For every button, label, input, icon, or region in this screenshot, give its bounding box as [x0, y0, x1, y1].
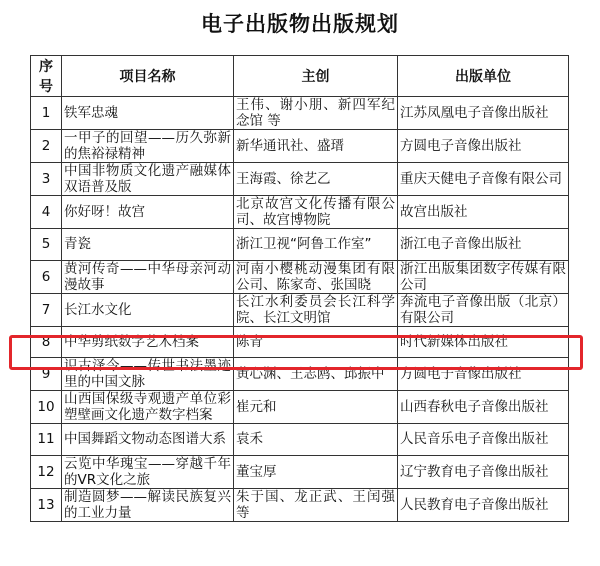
- row-project: 长江水文化: [62, 293, 234, 326]
- table-row: [31, 424, 569, 456]
- row-project: 铁军忠魂: [62, 97, 234, 130]
- page-title: 电子出版物出版规划: [201, 11, 399, 36]
- row-creator: 王伟、谢小朋、新四军纪念馆 等: [234, 97, 398, 130]
- row-no: 13: [31, 488, 62, 521]
- table-row: [31, 196, 569, 229]
- table-row: [31, 97, 569, 130]
- row-publisher: 人民教育电子音像出版社: [398, 488, 569, 521]
- row-no: 3: [31, 163, 62, 196]
- row-project: 识古泽今——传世书法墨迹里的中国文脉: [62, 358, 234, 391]
- row-publisher: 方圆电子音像出版社: [398, 358, 569, 391]
- table-row: [31, 391, 569, 424]
- header-project: 项目名称: [62, 56, 234, 97]
- row-no: 11: [31, 424, 62, 456]
- row-project: 你好呀！故宫: [62, 196, 234, 229]
- row-no: 7: [31, 293, 62, 326]
- row-project: 中国非物质文化遗产融媒体双语普及版: [62, 163, 234, 196]
- row-no: 4: [31, 196, 62, 229]
- row-publisher: 重庆天健电子音像有限公司: [398, 163, 569, 196]
- row-no: 1: [31, 97, 62, 130]
- row-project: 黄河传奇——中华母亲河动漫故事: [62, 260, 234, 293]
- row-project: 山西国保级寺观遗产单位彩塑壁画文化遗产数字档案: [62, 391, 234, 424]
- publication-plan-table: [30, 55, 569, 522]
- row-project: 一甲子的回望——历久弥新的焦裕禄精神: [62, 130, 234, 163]
- table-row: [31, 455, 569, 488]
- row-no: 6: [31, 260, 62, 293]
- row-creator: 新华通讯社、盛瑨: [234, 130, 398, 163]
- row-project: 青瓷: [62, 229, 234, 261]
- row-no: 8: [31, 326, 62, 358]
- table-row: [31, 488, 569, 521]
- row-creator: 黄心渊、王志鸥、邱振中: [234, 358, 398, 391]
- row-publisher: 浙江电子音像出版社: [398, 229, 569, 261]
- table-row: [31, 229, 569, 261]
- row-publisher: 奔流电子音像出版（北京）有限公司: [398, 293, 569, 326]
- header-no: 序号: [31, 56, 62, 97]
- header-publisher: 出版单位: [398, 56, 569, 97]
- table-row: [31, 293, 569, 326]
- row-creator: 朱于国、龙正武、王闰强等: [234, 488, 398, 521]
- row-creator: 河南小樱桃动漫集团有限公司、陈家奇、张国晓: [234, 260, 398, 293]
- table-row: [31, 130, 569, 163]
- row-publisher: 方圆电子音像出版社: [398, 130, 569, 163]
- row-publisher: 故宫出版社: [398, 196, 569, 229]
- row-creator: 崔元和: [234, 391, 398, 424]
- row-no: 12: [31, 455, 62, 488]
- row-8-highlight-box: [9, 335, 583, 370]
- row-project: 中华剪纸数字艺术档案: [62, 326, 234, 358]
- row-publisher: 山西春秋电子音像出版社: [398, 391, 569, 424]
- row-publisher: 辽宁教育电子音像出版社: [398, 455, 569, 488]
- row-project: 制造圆梦——解读民族复兴的工业力量: [62, 488, 234, 521]
- row-no: 5: [31, 229, 62, 261]
- row-creator: 董宝厚: [234, 455, 398, 488]
- row-no: 10: [31, 391, 62, 424]
- table-row: [31, 260, 569, 293]
- row-publisher: 江苏凤凰电子音像出版社: [398, 97, 569, 130]
- row-publisher: 时代新媒体出版社: [398, 326, 569, 358]
- row-no: 9: [31, 358, 62, 391]
- row-creator: 北京故宫文化传播有限公司、故宫博物院: [234, 196, 398, 229]
- row-publisher: 人民音乐电子音像出版社: [398, 424, 569, 456]
- row-publisher: 浙江出版集团数字传媒有限公司: [398, 260, 569, 293]
- row-no: 2: [31, 130, 62, 163]
- row-project: 云览中华瑰宝——穿越千年的VR文化之旅: [62, 455, 234, 488]
- row-creator: 袁禾: [234, 424, 398, 456]
- row-project: 中国舞蹈文物动态图谱大系: [62, 424, 234, 456]
- table-row: [31, 163, 569, 196]
- row-creator: 王海霞、徐艺乙: [234, 163, 398, 196]
- row-creator: 陈青: [234, 326, 398, 358]
- header-creator: 主创: [234, 56, 398, 97]
- row-creator: 长江水利委员会长江科学院、长江文明馆: [234, 293, 398, 326]
- table-header-row: [31, 56, 569, 97]
- row-creator: 浙江卫视“阿鲁工作室”: [234, 229, 398, 261]
